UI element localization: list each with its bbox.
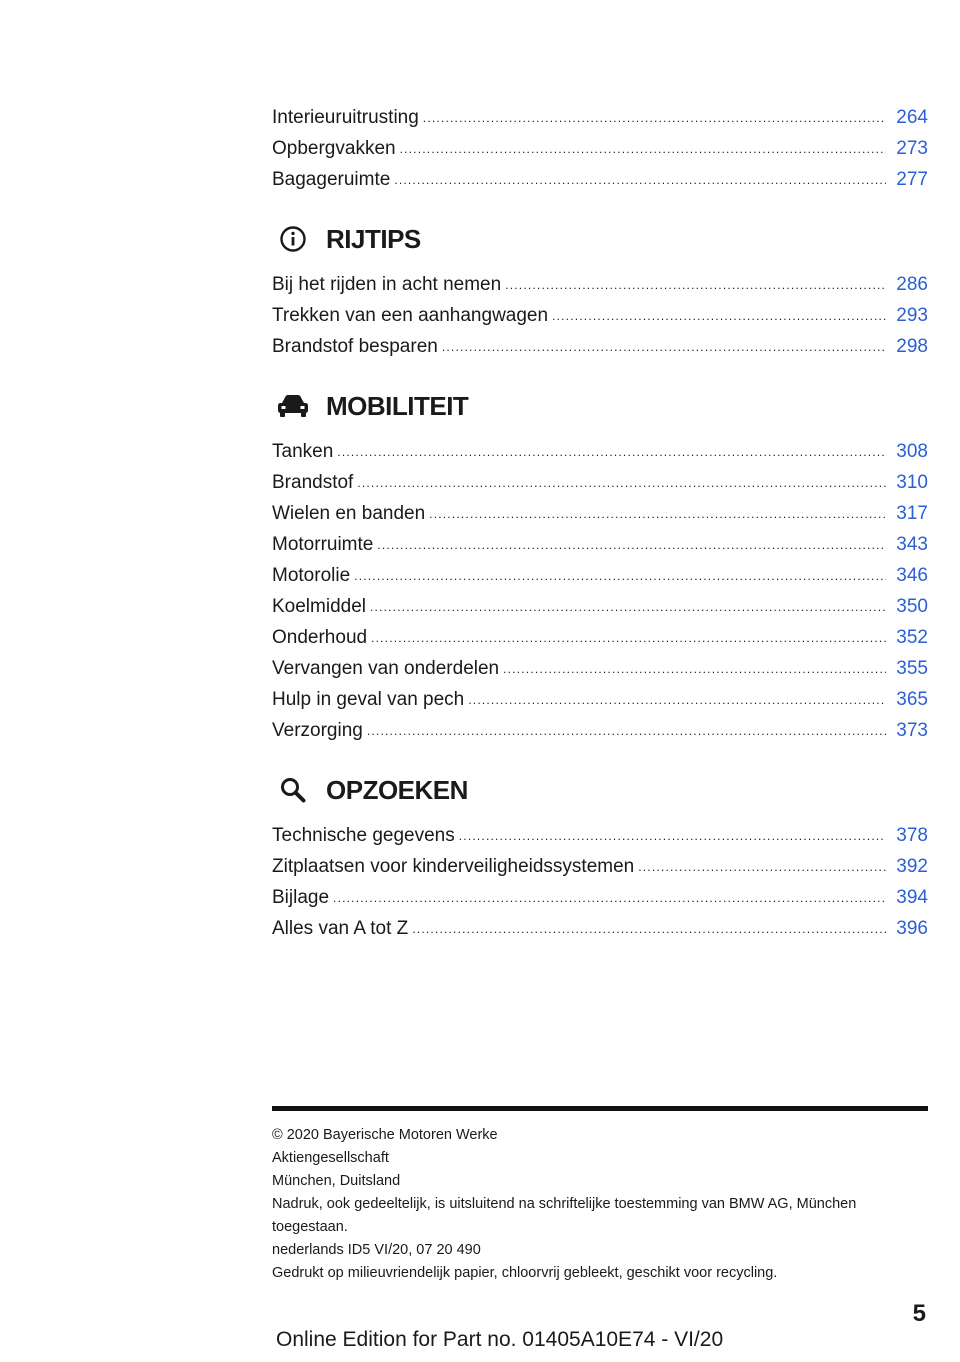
toc-leader xyxy=(337,437,886,468)
toc-entry-page: 317 xyxy=(896,503,928,524)
toc-entry-page: 350 xyxy=(896,596,928,617)
imprint-line: nederlands ID5 VI/20, 07 20 490 xyxy=(272,1242,481,1258)
toc-leader xyxy=(423,103,886,134)
toc-section-opzoeken xyxy=(272,760,928,944)
toc-entry[interactable] xyxy=(272,498,928,529)
toc-entry[interactable] xyxy=(272,851,928,882)
toc-leader xyxy=(505,270,886,301)
search-icon xyxy=(276,775,310,805)
toc-entry-title: Bagageruimte xyxy=(272,169,391,190)
imprint-line: © 2020 Bayerische Motoren Werke xyxy=(272,1127,498,1143)
toc-entry-page: 264 xyxy=(896,107,928,128)
toc-leader xyxy=(377,530,886,561)
toc-entry-page: 365 xyxy=(896,689,928,710)
toc-entry-title: Brandstof besparen xyxy=(272,336,438,357)
toc-entry-page: 392 xyxy=(896,856,928,877)
toc-entry-title: Opbergvakken xyxy=(272,138,396,159)
toc-entry[interactable] xyxy=(272,133,928,164)
toc-entry[interactable] xyxy=(272,436,928,467)
toc-entry[interactable] xyxy=(272,529,928,560)
toc-section-mobiliteit xyxy=(272,376,928,746)
toc-entry-title: Wielen en banden xyxy=(272,503,426,524)
section-heading-label: RIJTIPS xyxy=(326,223,421,254)
section-heading xyxy=(276,209,928,269)
toc-entry[interactable] xyxy=(272,653,928,684)
toc-group-top xyxy=(272,102,928,195)
toc-leader xyxy=(412,914,886,945)
section-heading-label: MOBILITEIT xyxy=(326,390,469,421)
toc-entry[interactable] xyxy=(272,684,928,715)
toc-entry-page: 394 xyxy=(896,887,928,908)
toc-entry-page: 343 xyxy=(896,534,928,555)
toc-entry[interactable] xyxy=(272,820,928,851)
toc-entry-title: Interieuruitrusting xyxy=(272,107,419,128)
toc-entry-title: Zitplaatsen voor kinderveiligheidssystemen xyxy=(272,856,635,877)
toc-entry[interactable] xyxy=(272,622,928,653)
toc-entry-page: 310 xyxy=(896,472,928,493)
toc-entry-page: 352 xyxy=(896,627,928,648)
toc-leader xyxy=(468,685,886,716)
toc-entry[interactable] xyxy=(272,164,928,195)
toc-leader xyxy=(370,592,886,623)
toc-leader xyxy=(459,821,886,852)
toc-entry-title: Bijlage xyxy=(272,887,330,908)
toc-entry-page: 373 xyxy=(896,720,928,741)
toc-entry-title: Motorruimte xyxy=(272,534,374,555)
footer-divider xyxy=(272,1106,928,1111)
imprint-line: München, Duitsland xyxy=(272,1173,401,1189)
online-edition-watermark: Online Edition for Part no. 01405A10E74 - VI/20 xyxy=(276,1328,724,1351)
toc-entry-title: Koelmiddel xyxy=(272,596,366,617)
imprint-line: toegestaan. xyxy=(272,1219,348,1235)
toc-entry[interactable] xyxy=(272,913,928,944)
imprint-line: Aktiengesellschaft xyxy=(272,1150,389,1166)
toc-entry-title: Trekken van een aanhangwagen xyxy=(272,305,549,326)
section-heading xyxy=(276,760,928,820)
toc-leader xyxy=(429,499,886,530)
toc-entry[interactable] xyxy=(272,715,928,746)
toc-entry-title: Onderhoud xyxy=(272,627,368,648)
toc-entry-title: Technische gegevens xyxy=(272,825,455,846)
toc-entry[interactable] xyxy=(272,331,928,362)
toc-entry-title: Verzorging xyxy=(272,720,363,741)
toc-entry-page: 286 xyxy=(896,274,928,295)
toc-leader xyxy=(371,623,886,654)
toc-entry-page: 293 xyxy=(896,305,928,326)
toc-entry-title: Hulp in geval van pech xyxy=(272,689,465,710)
toc-entry-page: 273 xyxy=(896,138,928,159)
toc-entry-title: Motorolie xyxy=(272,565,351,586)
toc-leader xyxy=(357,468,886,499)
toc-entry-title: Vervangen van onderdelen xyxy=(272,658,500,679)
toc-entry-title: Brandstof xyxy=(272,472,354,493)
toc-entry[interactable] xyxy=(272,467,928,498)
imprint-line: Gedrukt op milieuvriendelijk papier, chloorvrij gebleekt, geschikt voor recycling. xyxy=(272,1265,778,1281)
section-heading xyxy=(276,376,928,436)
toc-entry-page: 277 xyxy=(896,169,928,190)
imprint xyxy=(272,1124,928,1285)
page-number: 5 xyxy=(912,1300,926,1327)
imprint-line: Nadruk, ook gedeeltelijk, is uitsluitend na schriftelijke toestemming van BMW AG, München xyxy=(272,1196,857,1212)
toc-leader xyxy=(367,716,886,747)
toc-entry-title: Alles van A tot Z xyxy=(272,918,409,939)
toc-entry-page: 308 xyxy=(896,441,928,462)
toc-entry-page: 346 xyxy=(896,565,928,586)
toc-leader xyxy=(354,561,886,592)
toc-entry-page: 396 xyxy=(896,918,928,939)
toc-leader xyxy=(503,654,886,685)
toc-entry[interactable] xyxy=(272,102,928,133)
toc-leader xyxy=(638,852,886,883)
car-icon xyxy=(276,391,310,421)
toc-entry-title: Tanken xyxy=(272,441,334,462)
section-heading-label: OPZOEKEN xyxy=(326,774,468,805)
toc-entry-page: 298 xyxy=(896,336,928,357)
toc-leader xyxy=(394,165,886,196)
toc-entry[interactable] xyxy=(272,300,928,331)
toc-entry-page: 355 xyxy=(896,658,928,679)
toc-entry-title: Bij het rijden in acht nemen xyxy=(272,274,502,295)
toc-entry[interactable] xyxy=(272,882,928,913)
toc-leader xyxy=(400,134,886,165)
toc-entry[interactable] xyxy=(272,591,928,622)
toc-section-rijtips xyxy=(272,209,928,362)
toc-entry[interactable] xyxy=(272,269,928,300)
table-of-contents xyxy=(272,102,928,944)
toc-entry[interactable] xyxy=(272,560,928,591)
toc-entry-page: 378 xyxy=(896,825,928,846)
toc-leader xyxy=(552,301,886,332)
toc-leader xyxy=(442,332,886,363)
info-icon xyxy=(276,224,310,254)
toc-leader xyxy=(333,883,886,914)
